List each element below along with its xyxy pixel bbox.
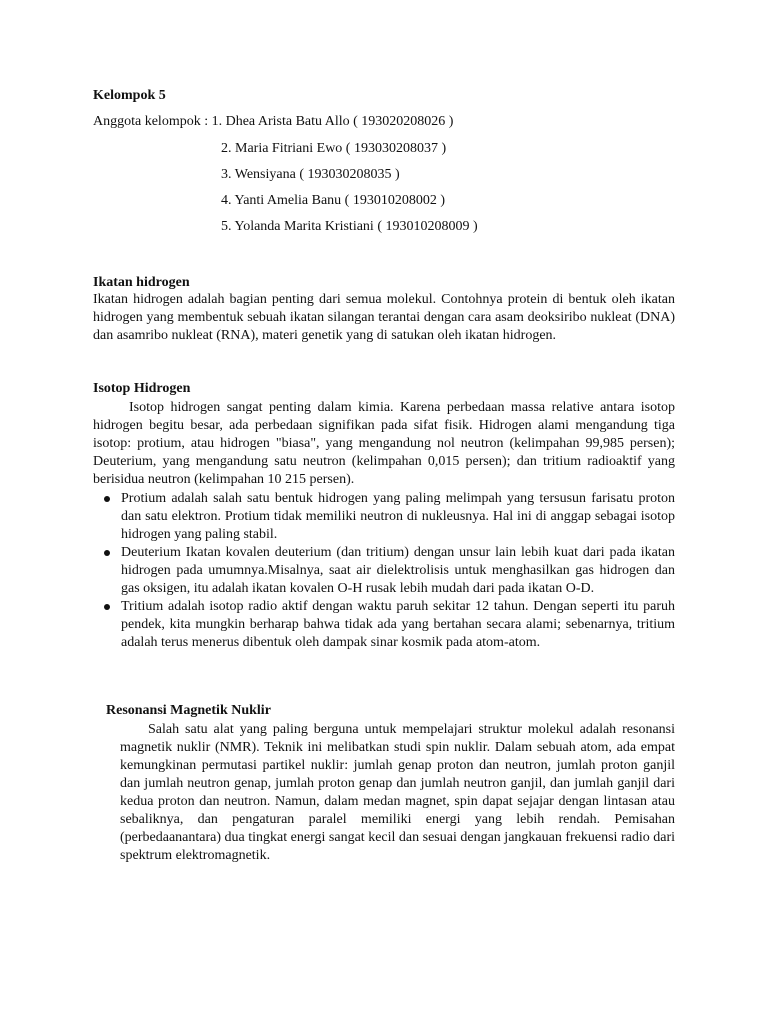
section-heading-resonansi-magnetik-nuklir: Resonansi Magnetik Nuklir (106, 703, 271, 718)
paragraph-resonansi-magnetik-nuklir: Salah satu alat yang paling berguna untuk mempelajari struktur molekul adalah resonansi magnetik nuklir (NMR). Teknik ini melibatkan studi spin nuklir. Dalam sebuah atom, ada empat kemungkinan permutasi partikel nuklir: jumlah genap proton dan neutron, jumlah proton ganjil dan jumlah neutron genap, jumlah proton genap dan jumlah neutron ganjil, dan jumlah ganjil dari kedua proton dan neutron. Namun, dalam medan magnet, spin dapat sejajar dengan lintasan atau sebaliknya, dan pengaturan paralel memiliki energi yang lebih rendah. Pemisahan (perbedaanantara) dua tingkat energi sangat kecil dan sesuai dengan jangkauan frekuensi radio dari spektrum elektromagnetik. (120, 722, 675, 863)
members-label: Anggota kelompok : 1. Dhea Arista Batu Allo ( 193020208026 ) (93, 114, 454, 129)
member-item: 3. Wensiyana ( 193030208035 ) (221, 167, 400, 182)
bullet-icon (104, 604, 110, 610)
member-item: 4. Yanti Amelia Banu ( 193010208002 ) (221, 193, 445, 208)
list-item (93, 598, 675, 652)
member-item: 5. Yolanda Marita Kristiani ( 193010208009 ) (221, 219, 478, 234)
list-item (93, 544, 675, 598)
section-heading-isotop-hidrogen: Isotop Hidrogen (93, 381, 191, 396)
isotope-bullet-list (93, 490, 675, 652)
list-item (93, 490, 675, 544)
bullet-icon (104, 550, 110, 556)
bullet-text-protium: Protium adalah salah satu bentuk hidrogen yang paling melimpah yang tersusun farisatu proton dan satu elektron. Protium tidak memiliki neutron di nukleusnya. Hal ini di anggap sebagai isotop hidrogen yang paling stabil. (121, 491, 675, 542)
bullet-icon (104, 496, 110, 502)
paragraph-isotop-hidrogen: Isotop hidrogen sangat penting dalam kimia. Karena perbedaan massa relative antara isotop hidrogen begitu besar, ada perbedaan signifikan pada sifat fisik. Hidrogen alami mengandung tiga isotop: protium, atau hidrogen "biasa", yang mengandung nol neutron (kelimpahan 99,985 persen); Deuterium, yang mengandung satu neutron (kelimpahan 0,015 persen); dan tritium radioaktif yang berisidua neutron (kelimpahan 10 215 persen). (93, 400, 675, 487)
bullet-text-deuterium: Deuterium Ikatan kovalen deuterium (dan tritium) dengan unsur lain lebih kuat dari pada ikatan hidrogen pada umumnya.Misalnya, saat air dielektrolisis untuk menghasilkan gas hidrogen dan gas oksigen, itu adalah ikatan kovalen O-H rusak lebih mudah dari pada ikatan O-D. (121, 545, 675, 596)
group-title: Kelompok 5 (93, 88, 166, 103)
section-heading-ikatan-hidrogen: Ikatan hidrogen (93, 275, 190, 290)
paragraph-ikatan-hidrogen: Ikatan hidrogen adalah bagian penting dari semua molekul. Contohnya protein di bentuk oleh ikatan hidrogen yang membentuk sebuah ikatan silangan terantai dengan cara asam deoksiribo nukleat (DNA) dan asamribo nukleat (RNA), materi genetik yang di satukan oleh ikatan hidrogen. (93, 292, 675, 343)
member-item: 2. Maria Fitriani Ewo ( 193030208037 ) (221, 141, 447, 156)
bullet-text-tritium: Tritium adalah isotop radio aktif dengan waktu paruh sekitar 12 tahun. Dengan seperti itu paruh pendek, kita mungkin berharap bahwa tidak ada yang bertahan secara alami; sebenarnya, tritium adalah terus menerus dibentuk oleh dampak sinar kosmik pada atom-atom. (121, 599, 675, 650)
